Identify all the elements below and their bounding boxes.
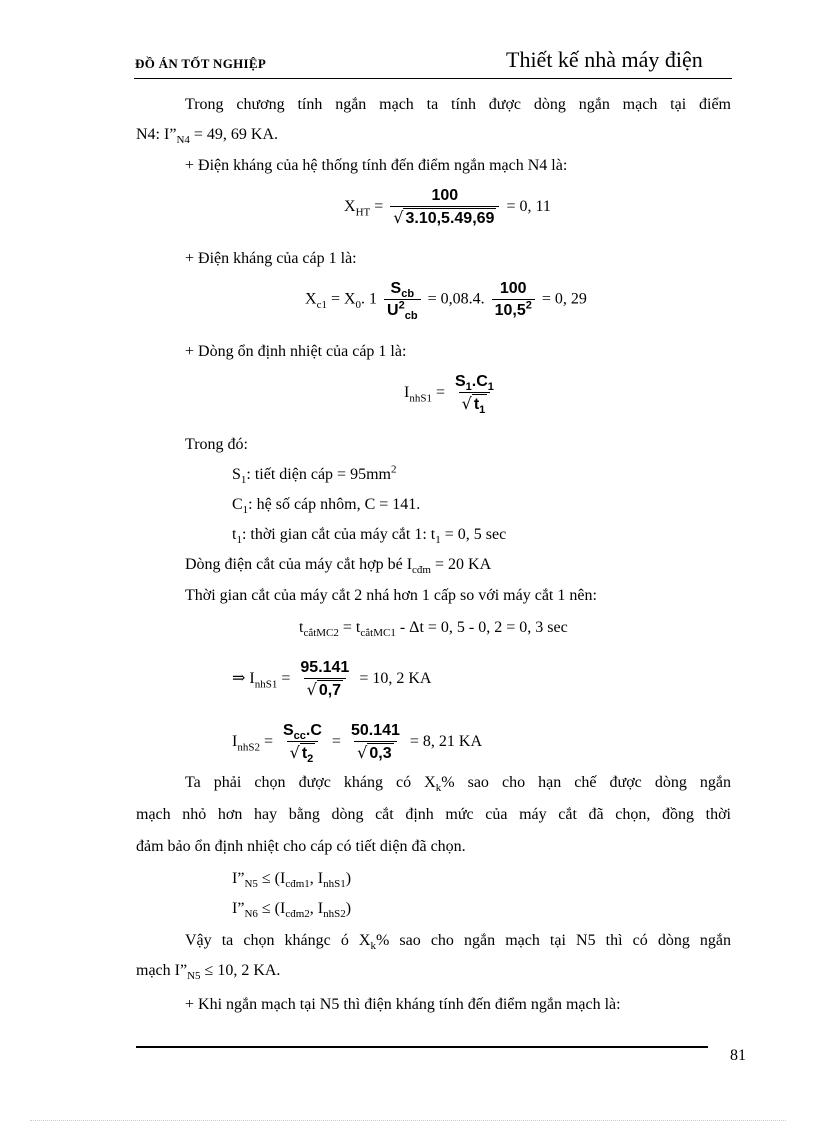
text: % sao cho ngắn mạch tại N5 thì có dòng ngắn (376, 932, 732, 949)
paragraph-4: + Dòng ổn định nhiệt của cáp 1 là: (185, 343, 407, 360)
denominator (492, 299, 535, 321)
text: .C (305, 722, 322, 739)
fraction (390, 186, 499, 229)
fraction (297, 658, 352, 701)
condition-1 (232, 869, 351, 889)
superscript: 2 (525, 299, 532, 312)
subscript: k (370, 940, 376, 953)
subscript: N5 (244, 878, 258, 891)
fraction (348, 721, 403, 764)
text: I” (232, 900, 245, 917)
equation-2 (305, 279, 587, 321)
text: = (331, 733, 345, 751)
text: S (390, 280, 402, 297)
text: X (344, 198, 356, 216)
text: t (299, 619, 304, 636)
text: = 0, 11 (506, 198, 551, 216)
numerator: 100 (499, 280, 527, 297)
text: Vậy ta chọn khángc ó X (185, 932, 371, 949)
paragraph-1-line-1: Trong chương tính ngắn mạch ta tính được dòng ngắn mạch tại điểm (185, 96, 731, 113)
paragraph-9-line-2 (136, 961, 280, 981)
subscript: 1 (487, 381, 494, 394)
text: = 8, 21 KA (409, 733, 483, 751)
item-s1 (232, 465, 396, 485)
paragraph-9-line-1 (185, 931, 731, 951)
fraction (384, 279, 421, 321)
paragraph-8-line-3: đảm bảo ổn định nhiệt cho cáp có tiết diện đã chọn. (136, 838, 466, 855)
paragraph-1-line-2 (136, 125, 278, 145)
text: t (473, 396, 480, 413)
text: % sao cho hạn chế được dòng ngắn (441, 774, 731, 791)
paragraph-8-line-1 (185, 773, 731, 793)
text: = 0,08.4. (427, 290, 485, 308)
subscript: nhS1 (254, 678, 278, 691)
text: I” (232, 870, 245, 887)
text: ⇒ I (232, 670, 255, 688)
equation-6 (232, 721, 482, 764)
text: . 1 (361, 290, 378, 308)
text: = 20 KA (431, 556, 492, 573)
text: , I (309, 900, 324, 917)
radicand (472, 394, 487, 415)
text: S (282, 722, 294, 739)
footer-divider (136, 1046, 708, 1048)
numerator (280, 721, 325, 741)
text: = 10, 2 KA (359, 670, 432, 688)
subscript: cđm (412, 564, 431, 577)
radicand: 3.10,5.49,69 (405, 210, 495, 227)
text: = (431, 384, 449, 402)
subscript: nhS2 (237, 741, 260, 754)
subscript: N5 (187, 970, 201, 983)
text: ) (345, 900, 352, 917)
fraction (452, 372, 497, 415)
text: N4: I” (136, 126, 177, 143)
numerator (452, 372, 497, 392)
subscript: 2 (307, 753, 314, 766)
denominator (287, 741, 319, 764)
text: I (232, 733, 238, 751)
text: U (387, 302, 399, 319)
fraction (492, 279, 535, 321)
paragraph-6 (185, 555, 491, 575)
equation-5 (232, 658, 431, 701)
text: I (404, 384, 410, 402)
superscript: 2 (390, 463, 397, 476)
radicand: 0,3 (369, 745, 392, 762)
subscript: 1 (435, 534, 441, 547)
text: = (259, 733, 277, 751)
subscript: 1 (479, 404, 486, 417)
condition-2 (232, 899, 351, 919)
numerator: 100 (431, 187, 459, 204)
numerator (388, 279, 418, 299)
text: = (277, 670, 295, 688)
subscript: 1 (240, 474, 247, 487)
denominator (384, 299, 421, 321)
text: S (232, 466, 241, 483)
bottom-dotted-border (30, 1120, 786, 1122)
denominator (304, 678, 346, 701)
text: ) (345, 870, 352, 887)
paragraph-8-line-2: mạch nhỏ hơn hay bằng dòng cắt định mức của máy cắt đã chọn, đồng thời (136, 806, 731, 823)
paragraph-2: + Điện kháng của hệ thống tính đến điểm ngắn mạch N4 là: (185, 157, 568, 174)
text: t (232, 526, 237, 543)
text: C (232, 496, 243, 513)
text: mạch I” (136, 962, 188, 979)
radical-sign: √ (393, 208, 404, 227)
subscript: HT (355, 206, 371, 219)
subscript: cđm2 (285, 908, 310, 921)
text: Ta phải chọn được kháng có X (185, 774, 436, 791)
numerator: 50.141 (350, 722, 400, 739)
subscript: N6 (244, 908, 258, 921)
radical-sign: √ (461, 394, 472, 413)
header-right-title: Thiết kế nhà máy điện (506, 47, 703, 72)
text: , I (309, 870, 324, 887)
fraction (280, 721, 325, 764)
text: ≤ (I (257, 870, 286, 887)
header-left-title: ĐỒ ÁN TỐT NGHIỆP (135, 56, 267, 71)
subscript: nhS2 (323, 908, 346, 921)
text: = (370, 198, 388, 216)
paragraph-10: + Khi ngắn mạch tại N5 thì điện kháng tính đến điểm ngắn mạch là: (185, 996, 621, 1013)
text: - Δt = 0, 5 - 0, 2 = 0, 3 sec (395, 619, 568, 636)
item-c1 (232, 495, 420, 515)
subscript: c1 (316, 298, 327, 311)
header-divider (134, 78, 732, 79)
subscript: 1 (465, 381, 472, 394)
denominator (354, 741, 396, 764)
equation-4 (299, 618, 568, 638)
text: Dòng điện cắt của máy cắt hợp bé I (185, 556, 413, 573)
equation-3 (404, 372, 500, 415)
subscript: k (435, 782, 442, 795)
radical-sign: √ (357, 743, 368, 762)
subscript: 1 (242, 504, 249, 517)
radical-sign: √ (289, 743, 300, 762)
page-number: 81 (730, 1047, 746, 1064)
text: = X (326, 290, 356, 308)
subscript: N4 (176, 134, 190, 147)
paragraph-3: + Điện kháng của cáp 1 là: (185, 250, 357, 267)
paragraph-5: Trong đó: (185, 436, 248, 453)
text: S (454, 373, 466, 390)
numerator: 95.141 (300, 659, 350, 676)
equation-1 (344, 186, 551, 229)
subscript: cđm1 (285, 878, 310, 891)
text: = 0, 29 (541, 290, 587, 308)
subscript: cc (293, 730, 306, 743)
denominator (390, 206, 499, 229)
text: = 49, 69 KA. (189, 126, 279, 143)
subscript: cb (404, 310, 418, 323)
paragraph-7: Thời gian cắt của máy cắt 2 nhá hơn 1 cấp so với máy cắt 1 nên: (185, 587, 597, 604)
denominator (459, 392, 491, 415)
text: ≤ (I (257, 900, 286, 917)
subscript: cắtMC2 (303, 627, 339, 640)
subscript: 0 (355, 298, 362, 311)
radicand: 0,7 (318, 682, 342, 699)
subscript: 1 (236, 534, 242, 547)
text: ≤ 10, 2 KA. (200, 962, 281, 979)
item-t1 (232, 525, 506, 545)
subscript: cắtMC1 (360, 627, 396, 640)
radical-sign: √ (306, 680, 317, 699)
subscript: nhS1 (409, 392, 432, 405)
text: .C (471, 373, 488, 390)
text: t (301, 745, 308, 762)
text: X (305, 290, 317, 308)
radicand (300, 743, 315, 764)
text: 10,5 (494, 302, 526, 319)
subscript: cb (401, 288, 415, 301)
text: : hệ số cáp nhôm, C = 141. (248, 496, 421, 513)
text: = t (338, 619, 361, 636)
text: : thời gian cắt của máy cắt 1: t (241, 526, 436, 543)
text: = 0, 5 sec (440, 526, 507, 543)
text: : tiết diện cáp = 95mm (246, 466, 391, 483)
superscript: 2 (398, 299, 405, 312)
subscript: nhS1 (323, 878, 346, 891)
